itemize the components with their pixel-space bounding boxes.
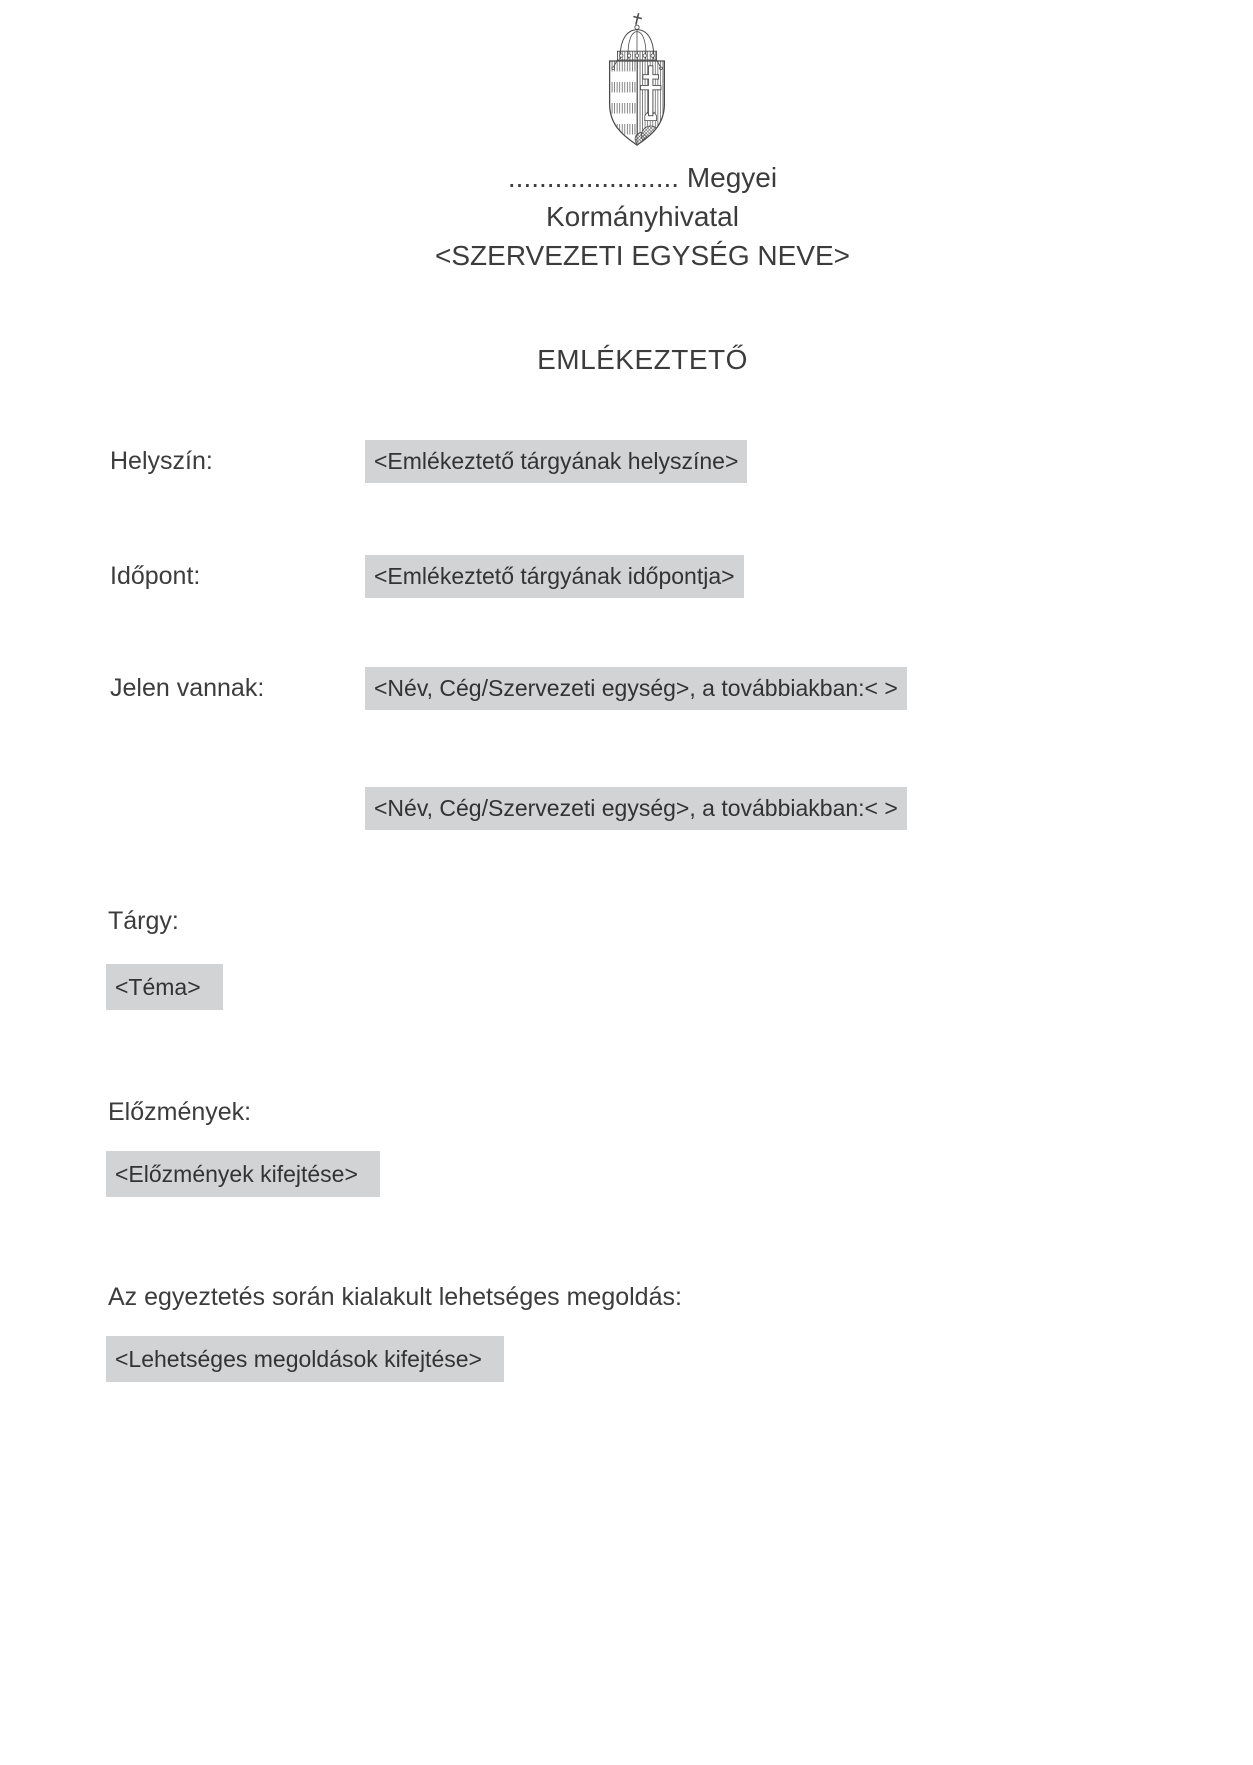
letterhead-line-megyei: ...................... Megyei — [507, 162, 778, 193]
field-value-helyszin[interactable]: <Emlékeztető tárgyának helyszíne> — [365, 440, 747, 483]
field-row-idopont — [0, 555, 1253, 598]
field-label-idopont: Időpont: — [110, 562, 201, 590]
field-value-jelen-vannak-1[interactable]: <Név, Cég/Szervezeti egység>, a továbbiakban:< > — [365, 667, 907, 710]
section-label-elozmenyek: Előzmények: — [108, 1098, 252, 1126]
letterhead — [293, 158, 993, 275]
field-row-helyszin — [0, 440, 1253, 483]
section-label-targy: Tárgy: — [108, 907, 179, 935]
section-value-tema[interactable]: <Téma> — [106, 964, 223, 1010]
field-row-jelen-vannak-2 — [0, 787, 1253, 830]
section-value-elozmenyek[interactable]: <Előzmények kifejtése> — [106, 1151, 380, 1197]
section-value-megoldas[interactable]: <Lehetséges megoldások kifejtése> — [106, 1336, 504, 1382]
hungarian-coat-of-arms-icon — [593, 10, 681, 157]
field-label-helyszin: Helyszín: — [110, 447, 213, 475]
letterhead-line-org-unit: <SZERVEZETI EGYSÉG NEVE> — [435, 240, 850, 271]
field-value-idopont[interactable]: <Emlékeztető tárgyának időpontja> — [365, 555, 744, 598]
field-label-jelen-vannak: Jelen vannak: — [110, 674, 265, 702]
document-title: EMLÉKEZTETŐ — [537, 344, 748, 375]
section-label-megoldas: Az egyeztetés során kialakult lehetséges megoldás: — [108, 1283, 682, 1311]
field-value-jelen-vannak-2[interactable]: <Név, Cég/Szervezeti egység>, a továbbiakban:< > — [365, 787, 907, 830]
letterhead-line-kormanyhivatal: Kormányhivatal — [546, 201, 739, 232]
field-row-jelen-vannak — [0, 667, 1253, 710]
